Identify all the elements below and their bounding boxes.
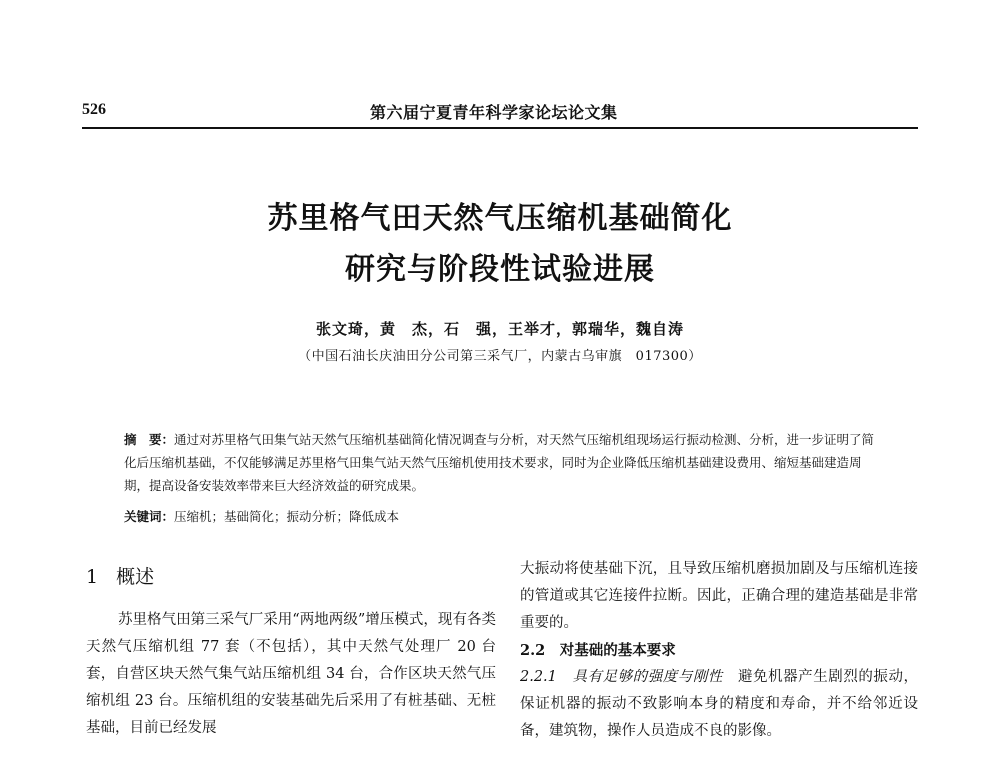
running-title: 第六届宁夏青年科学家论坛论文集 xyxy=(370,103,618,122)
author-list: 张文琦，黄 杰，石 强，王举才，郭瑞华，魏自涛 xyxy=(315,320,684,338)
page-number: 526 xyxy=(82,101,106,118)
paragraph-2-text: 避免机器产生剧烈的振动，保证机器的振动不致影响本身的精度和寿命，并不给邻近设备，建筑物，操作人员造成不良的影像。 xyxy=(520,669,918,739)
left-column-paragraph: 苏里格气田第三采气厂采用“两地两级”增压模式，现有各类天然气压缩机组 77 套（不包括），其中天然气处理厂 20 台套，自营区块天然气集气站压缩机组 34 台，合作区块天然气压缩机组 23 台。压缩机组的安装基础先后采用了有桩基础、无桩基础，目前已经发展 xyxy=(86,612,496,736)
section-heading xyxy=(86,562,154,589)
section-number: 1 xyxy=(86,566,99,588)
paper-title-line-1: 苏里格气田天然气压缩机基础简化 xyxy=(267,201,733,236)
abstract xyxy=(124,428,884,497)
section-title: 概述 xyxy=(116,566,155,588)
paper-title-line-2: 研究与阶段性试验进展 xyxy=(345,252,655,287)
right-column-paragraph-2 xyxy=(520,664,918,745)
keywords xyxy=(124,507,884,525)
right-column xyxy=(520,556,918,745)
affiliation: （中国石油长庆油田分公司第三采气厂，内蒙古乌审旗 017300） xyxy=(298,349,702,364)
subsubsection-heading: 2.2.1 具有足够的强度与刚性 xyxy=(520,669,723,685)
right-column-paragraph-1: 大振动将使基础下沉，且导致压缩机磨损加剧及与压缩机连接的管道或其它连接件拉断。因此，正确合理的建造基础是非常重要的。 xyxy=(520,561,918,631)
subsection-heading: 2.2 对基础的基本要求 xyxy=(520,642,676,659)
header-rule xyxy=(82,127,918,129)
keywords-label: 关键词： xyxy=(124,509,175,524)
abstract-text: 通过对苏里格气田集气站天然气压缩机基础简化情况调查与分析，对天然气压缩机组现场运行振动检测、分析，进一步证明了简化后压缩机基础，不仅能够满足苏里格气田集气站天然气压缩机使用技术要求，同时为企业降低压缩机基础建设费用、缩短基础建造周期，提高设备安装效率带来巨大经济效益的研究成果。 xyxy=(124,432,875,493)
keywords-text: 压缩机；基础简化；振动分析；降低成本 xyxy=(174,509,400,524)
abstract-label: 摘 要： xyxy=(124,432,175,447)
